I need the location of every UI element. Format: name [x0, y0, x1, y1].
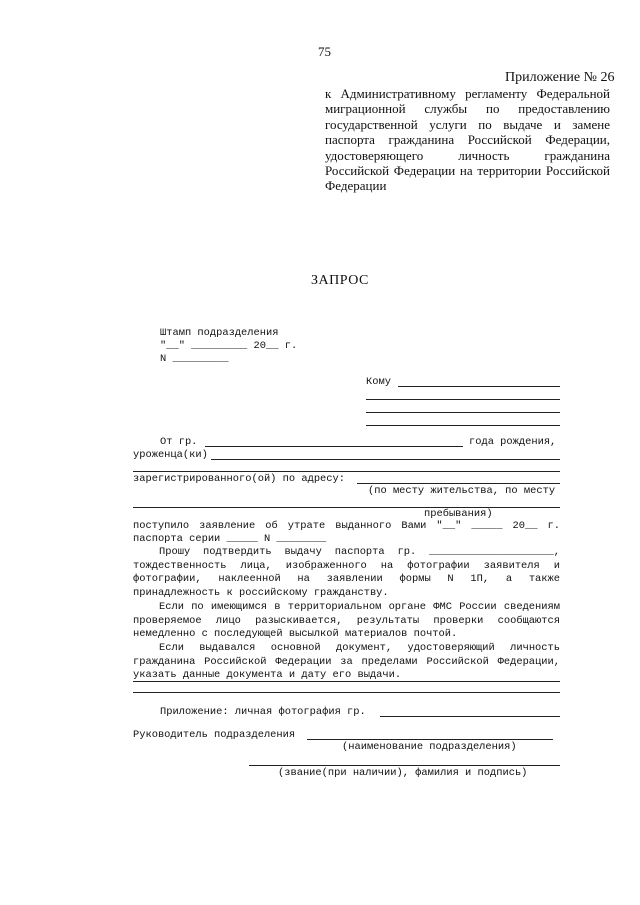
head-line: [307, 739, 553, 740]
address-note-2: пребывания): [424, 508, 493, 520]
stamp-label: Штамп подразделения: [160, 327, 279, 339]
from-label: От гр.: [160, 436, 198, 448]
document-data-line-2: [133, 692, 560, 693]
appendix-description: к Административному регламенту Федеральной миграционной службы по предоставлению государственной услуги по выдаче и замене паспорта гражданина Российской Федерации, удостоверяющего личность гражданина Российской Федерации на территории Российской Федерации: [325, 86, 610, 194]
birthplace-label: уроженца(ки): [133, 449, 208, 461]
body-paragraph-1-line-1: поступило заявление об утрате выданного Вами "__" _____ 20__ г.: [133, 520, 560, 532]
birthplace-line-2: [133, 471, 560, 472]
to-line-1: [398, 386, 560, 387]
attachment-line: [380, 716, 560, 717]
head-label: Руководитель подразделения: [133, 729, 296, 741]
to-line-3: [366, 412, 560, 413]
address-line-2: [133, 507, 560, 508]
body-paragraph-3: Если по имеющимся в территориальном органе ФМС России сведениям проверяемое лицо разыскивается, результаты проверки сообщаются немедленно с последующей высылкой материалов почтой.: [133, 601, 560, 641]
signature-line: [249, 765, 560, 766]
page-number: 75: [318, 44, 331, 59]
appendix-title: Приложение № 26: [505, 70, 615, 85]
birthplace-line: [211, 459, 560, 460]
to-line-4: [366, 425, 560, 426]
registered-label: зарегистрированного(ой) по адресу:: [133, 473, 346, 485]
head-note: (наименование подразделения): [342, 741, 517, 753]
body-paragraph-4: Если выдавался основной документ, удостоверяющий личность гражданина Российской Федерации за пределами Российской Федерации, указать данные документа и дату его выдачи.: [133, 642, 560, 682]
birth-year-label: года рождения,: [469, 436, 557, 448]
address-line: [357, 483, 560, 484]
from-name-line: [205, 446, 463, 447]
stamp-date: "__" _________ 20__ г.: [160, 340, 298, 352]
document-data-line-1: [133, 681, 560, 682]
to-line-2: [366, 399, 560, 400]
stamp-number: N _________: [160, 353, 229, 365]
body-paragraph-1-line-2: паспорта серии _____ N ________: [133, 533, 327, 545]
body-paragraph-2: Прошу подтвердить выдачу паспорта гр. ____________________, тождественность лица, изображенного на фотографии заявителя и фотографии, наклеенной на заявлении формы N 1П, а также принадлежность к российскому гражданству.: [133, 546, 560, 599]
signature-note: (звание(при наличии), фамилия и подпись): [278, 767, 528, 779]
document-title: ЗАПРОС: [311, 273, 369, 288]
to-label: Кому: [366, 376, 391, 388]
address-note-1: (по месту жительства, по месту: [368, 485, 556, 497]
attachment-label: Приложение: личная фотография гр.: [160, 706, 366, 718]
